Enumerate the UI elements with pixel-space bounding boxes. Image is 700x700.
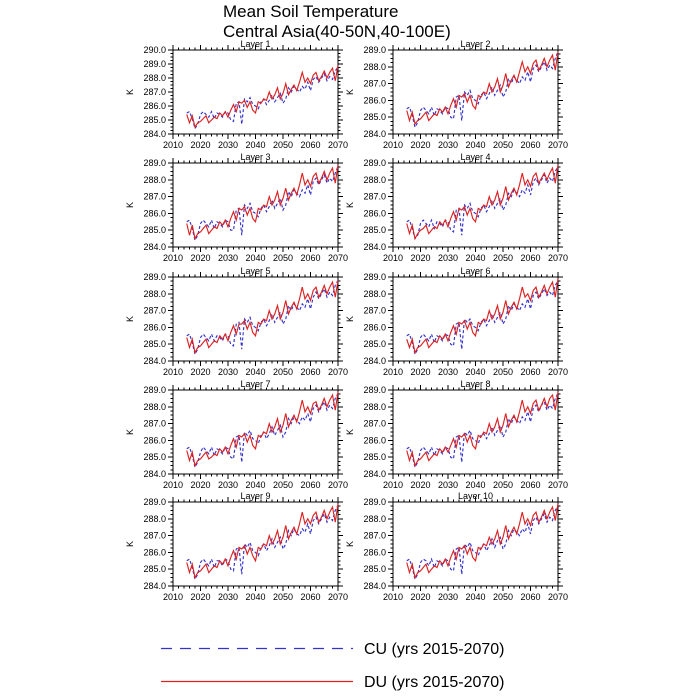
x-tick-label: 2050 [492,367,514,377]
y-tick-label: 286.0 [143,101,166,111]
x-tick-label: 2020 [190,480,211,490]
x-tick-label: 2060 [520,480,541,490]
y-tick-label: 284.0 [363,356,386,366]
du-series-line [187,504,338,578]
y-tick-label: 289.0 [143,158,166,168]
y-tick-label: 287.0 [143,87,166,97]
y-tick-label: 287.0 [363,78,386,89]
y-axis-unit-label: K [345,88,355,96]
panel-title: Layer 5 [240,266,271,276]
x-tick-label: 2020 [190,253,211,263]
x-tick-label: 2030 [437,140,459,150]
y-tick-label: 288.0 [363,513,386,524]
y-tick-label: 285.0 [143,225,166,236]
du-series-line [407,504,558,578]
y-tick-label: 287.0 [143,191,166,202]
y-tick-label: 288.0 [143,288,166,299]
y-tick-label: 286.0 [143,208,166,219]
y-tick-label: 288.0 [363,61,386,72]
x-tick-label: 2040 [465,253,486,263]
x-tick-label: 2050 [272,253,294,263]
subplot-layer-4 [343,151,575,264]
y-tick-label: 284.0 [363,242,386,252]
y-tick-label: 285.0 [143,452,166,463]
legend-label-cu: CU (yrs 2015-2070) [364,641,505,658]
legend-label-du: DU (yrs 2015-2070) [364,674,505,691]
subplot-layer-2 [343,38,575,151]
x-tick-label: 2040 [245,253,266,263]
cu-series-line [407,280,558,354]
y-tick-label: 285.0 [363,112,386,123]
panel-title: Layer 3 [240,152,271,162]
x-tick-label: 2070 [547,367,569,377]
subplot-layer-6 [343,265,575,378]
y-axis-unit-label: K [125,428,135,436]
x-tick-label: 2020 [190,140,211,150]
x-tick-label: 2070 [547,592,569,602]
y-tick-label: 285.0 [363,564,386,575]
x-tick-label: 2010 [162,592,184,602]
x-tick-label: 2040 [245,367,266,377]
x-tick-label: 2050 [492,480,514,490]
y-tick-label: 287.0 [363,305,386,316]
y-axis-unit-label: K [125,201,135,209]
y-tick-label: 285.0 [363,452,386,463]
x-tick-label: 2030 [437,253,459,263]
y-tick-label: 288.0 [143,174,166,185]
y-tick-label: 285.0 [143,564,166,575]
du-series-line [407,279,558,353]
y-tick-label: 287.0 [363,418,386,429]
y-tick-label: 289.0 [143,385,166,395]
du-series-line [407,392,558,466]
y-tick-label: 286.0 [143,547,166,558]
y-tick-label: 288.0 [363,174,386,185]
panel-title: Layer 4 [460,152,491,162]
x-tick-label: 2020 [410,592,431,602]
subplot-layer-3 [123,151,355,264]
x-tick-label: 2070 [327,140,349,150]
x-tick-label: 2020 [190,592,211,602]
x-tick-label: 2060 [300,253,321,263]
y-tick-label: 284.0 [143,581,166,591]
x-tick-label: 2050 [272,140,294,150]
x-tick-label: 2040 [465,140,486,150]
y-axis-unit-label: K [345,201,355,209]
x-tick-label: 2060 [520,592,541,602]
subplot-layer-5 [123,265,355,378]
y-tick-label: 289.0 [143,59,166,69]
du-series-line [187,392,338,466]
panel-title: Layer 7 [240,379,271,389]
x-tick-label: 2040 [245,480,266,490]
x-tick-label: 2020 [410,253,431,263]
x-tick-label: 2030 [437,592,459,602]
cu-series-line [187,505,338,579]
subplot-layer-8 [343,378,575,491]
y-tick-label: 289.0 [363,272,386,282]
x-tick-label: 2050 [492,592,514,602]
x-tick-label: 2010 [382,253,404,263]
du-series-line [407,52,558,124]
y-tick-label: 289.0 [363,45,386,55]
cu-series-line [187,280,338,354]
y-tick-label: 287.0 [143,530,166,541]
x-tick-label: 2010 [382,592,404,602]
cu-series-line [187,166,338,240]
x-tick-label: 2030 [217,140,239,150]
y-tick-label: 289.0 [363,497,386,507]
y-tick-label: 286.0 [143,322,166,333]
x-tick-label: 2020 [410,480,431,490]
x-tick-label: 2070 [547,253,569,263]
panel-title: Layer 9 [240,491,271,501]
cu-series-line [407,166,558,238]
panel-title: Layer 1 [240,39,271,49]
y-tick-label: 284.0 [363,581,386,591]
subplot-layer-10 [343,490,575,603]
y-tick-label: 285.0 [143,115,166,125]
y-tick-label: 288.0 [363,401,386,412]
x-tick-label: 2060 [520,367,541,377]
y-tick-label: 286.0 [143,435,166,446]
plot-frame [173,50,338,134]
x-tick-label: 2040 [245,592,266,602]
x-tick-label: 2040 [465,592,486,602]
x-tick-label: 2050 [492,140,514,150]
y-axis-unit-label: K [125,88,135,96]
x-tick-label: 2030 [217,253,239,263]
du-series-line [187,65,338,127]
x-tick-label: 2070 [547,480,569,490]
panel-title: Layer 8 [460,379,491,389]
y-tick-label: 288.0 [143,73,166,83]
x-tick-label: 2070 [327,367,349,377]
du-series-line [187,165,338,239]
x-tick-label: 2010 [162,253,184,263]
y-tick-label: 287.0 [363,530,386,541]
x-tick-label: 2060 [520,140,541,150]
x-tick-label: 2030 [217,480,239,490]
x-tick-label: 2040 [465,367,486,377]
x-tick-label: 2010 [382,480,404,490]
x-tick-label: 2030 [437,367,459,377]
y-tick-label: 287.0 [363,191,386,202]
y-tick-label: 284.0 [363,469,386,479]
cu-series-line [187,67,338,129]
subplot-layer-1 [123,38,355,151]
y-axis-unit-label: K [345,540,355,548]
x-tick-label: 2020 [410,367,431,377]
y-tick-label: 289.0 [363,158,386,168]
x-tick-label: 2070 [327,253,349,263]
x-tick-label: 2070 [327,592,349,602]
x-tick-label: 2060 [300,140,321,150]
y-tick-label: 284.0 [143,242,166,252]
du-series-line [187,280,338,352]
x-tick-label: 2010 [382,367,404,377]
x-tick-label: 2030 [437,480,459,490]
y-tick-label: 288.0 [143,401,166,412]
x-tick-label: 2020 [190,367,211,377]
x-tick-label: 2060 [300,592,321,602]
y-axis-unit-label: K [345,315,355,323]
cu-series-line [187,393,338,467]
x-tick-label: 2050 [492,253,514,263]
subplot-layer-9 [123,490,355,603]
y-tick-label: 284.0 [143,356,166,366]
y-tick-label: 289.0 [363,385,386,395]
figure-title-line2: Central Asia(40-50N,40-100E) [223,22,451,41]
panel-title: Layer 6 [460,266,491,276]
y-tick-label: 290.0 [143,45,166,55]
y-tick-label: 289.0 [143,272,166,282]
x-tick-label: 2060 [300,480,321,490]
cu-series-line [407,393,558,467]
x-tick-label: 2050 [272,367,294,377]
y-axis-unit-label: K [125,540,135,548]
x-tick-label: 2020 [410,140,431,150]
y-axis-unit-label: K [125,315,135,323]
y-axis-unit-label: K [345,428,355,436]
cu-series-line [407,505,558,579]
x-tick-label: 2010 [162,140,184,150]
y-tick-label: 284.0 [143,129,166,139]
x-tick-label: 2070 [327,480,349,490]
x-tick-label: 2010 [162,480,184,490]
x-tick-label: 2050 [272,480,294,490]
y-tick-label: 286.0 [363,435,386,446]
du-series-line [407,165,558,239]
x-tick-label: 2030 [217,592,239,602]
figure-title-line1: Mean Soil Temperature [223,2,399,21]
y-tick-label: 284.0 [363,129,386,139]
y-tick-label: 285.0 [143,339,166,350]
x-tick-label: 2010 [382,140,404,150]
x-tick-label: 2050 [272,592,294,602]
y-tick-label: 286.0 [363,322,386,333]
y-tick-label: 286.0 [363,547,386,558]
x-tick-label: 2010 [162,367,184,377]
y-tick-label: 287.0 [143,418,166,429]
x-tick-label: 2060 [520,253,541,263]
y-tick-label: 289.0 [143,497,166,507]
x-tick-label: 2030 [217,367,239,377]
y-tick-label: 286.0 [363,208,386,219]
y-tick-label: 288.0 [363,288,386,299]
subplot-layer-7 [123,378,355,491]
y-tick-label: 288.0 [143,513,166,524]
panel-title: Layer 2 [460,39,491,49]
x-tick-label: 2040 [465,480,486,490]
y-tick-label: 285.0 [363,339,386,350]
y-tick-label: 286.0 [363,95,386,106]
x-tick-label: 2060 [300,367,321,377]
cu-series-line [407,52,558,128]
panel-title: Layer 10 [457,491,494,501]
y-tick-label: 285.0 [363,225,386,236]
x-tick-label: 2040 [245,140,266,150]
x-tick-label: 2070 [547,140,569,150]
y-tick-label: 284.0 [143,469,166,479]
y-tick-label: 287.0 [143,305,166,316]
